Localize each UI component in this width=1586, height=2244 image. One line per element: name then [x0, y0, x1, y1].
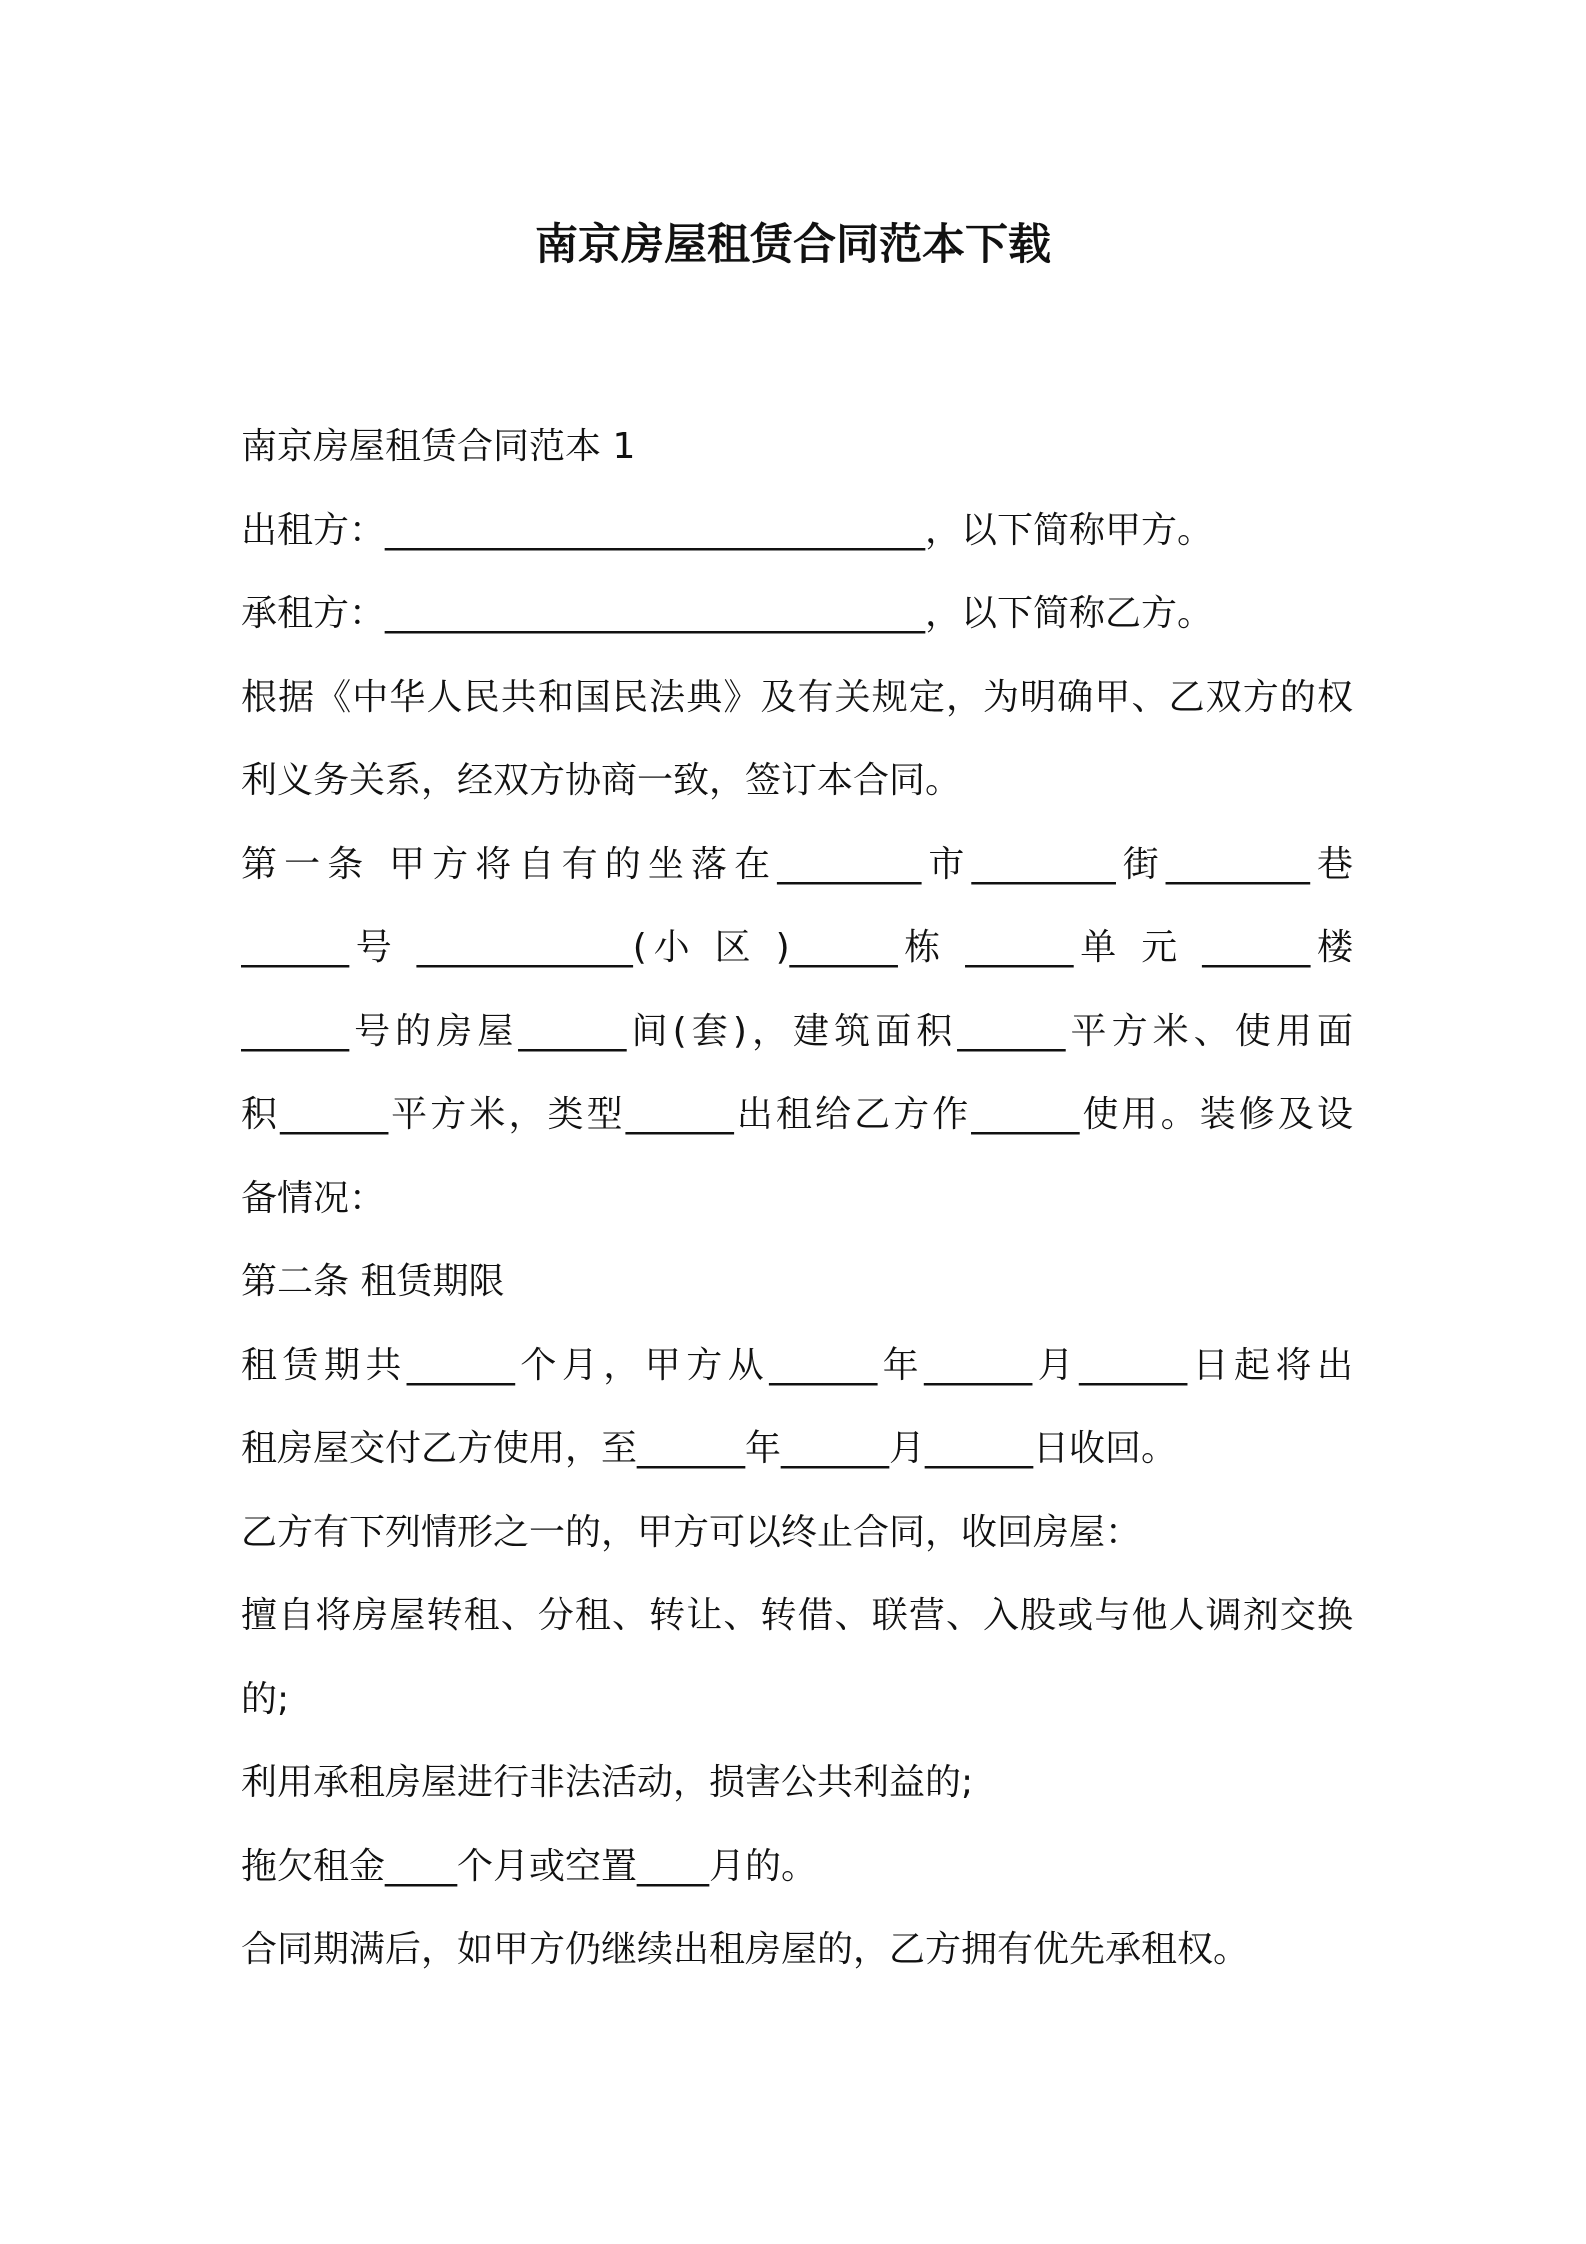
renewal-clause: 合同期满后，如甲方仍继续出租房屋的，乙方拥有优先承租权。	[241, 1929, 1250, 1970]
article-one-line: ______号的房屋______间(套)，建筑面积______平方米、使用面	[241, 1010, 1353, 1052]
article-one-line: 备情况：	[241, 1177, 386, 1219]
termination-item: 拖欠租金____个月或空置____月的。	[241, 1845, 818, 1887]
section-heading: 南京房屋租赁合同范本 1	[241, 426, 636, 467]
lessee-line: 承租方：______________________________，以下简称乙方。	[241, 593, 1214, 634]
paragraph-line: 利义务关系，经双方协商一致，签订本合同。	[241, 760, 962, 801]
document-body	[241, 405, 1353, 1992]
lessor-line: 出租方：______________________________，以下简称甲方。	[241, 509, 1214, 551]
article-one-line: 第一条 甲方将自有的坐落在________市________街________巷	[241, 843, 1353, 885]
article-two-heading: 第二条 租赁期限	[241, 1261, 505, 1302]
document-title: 南京房屋租赁合同范本下载	[535, 220, 1051, 270]
termination-intro: 乙方有下列情形之一的，甲方可以终止合同，收回房屋：	[241, 1511, 1142, 1553]
termination-item: 利用承租房屋进行非法活动，损害公共利益的;	[241, 1762, 974, 1803]
termination-item: 的;	[241, 1678, 290, 1720]
article-two-line: 租赁期共______个月，甲方从______年______月______日起将出	[241, 1344, 1353, 1386]
paragraph-line: 根据《中华人民共和国民法典》及有关规定，为明确甲、乙双方的权	[241, 676, 1353, 718]
termination-item: 擅自将房屋转租、分租、转让、转借、联营、入股或与他人调剂交换	[241, 1595, 1353, 1636]
article-two-line: 租房屋交付乙方使用，至______年______月______日收回。	[241, 1428, 1178, 1469]
article-one-line: ______号 ____________(小 区 )______栋 ______单 元 ______楼	[241, 927, 1353, 968]
article-one-line: 积______平方米，类型______出租给乙方作______使用。装修及设	[241, 1094, 1353, 1135]
